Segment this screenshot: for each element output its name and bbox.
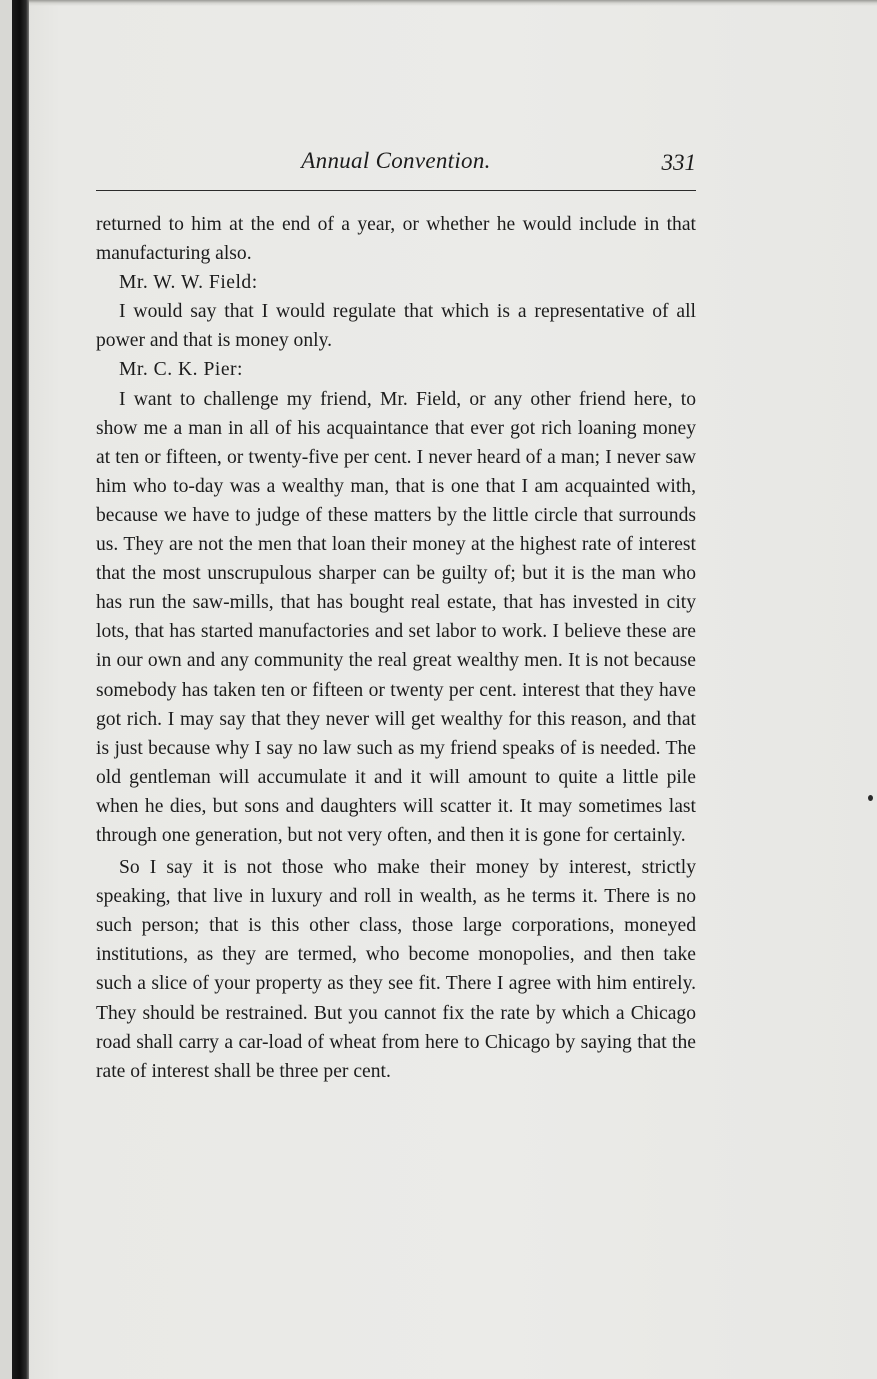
speaker-label-field: Mr. W. W. Field: [119,272,258,294]
page-number: 331 [661,150,696,175]
top-edge-shadow [29,0,877,6]
page-outer-edge [0,0,12,1379]
speaker-label-pier: Mr. C. K. Pier: [119,359,243,381]
paragraph-continued: returned to him at the end of a year, or whether he would include in that manufacturing also. [96,214,696,265]
body-text [96,210,696,1086]
paragraph-pier-conclusion: So I say it is not those who make their money by interest, strictly speaking, that live in luxury and roll in wealth, as he terms it. There is no such person; that is this other class, those large corporations, moneyed institutions, as they are termed, who become monopolies, and then take such a slice of your property as they see fit. There I agree with him entirely. They should be restrained. But you cannot fix the rate by which a Chicago road shall carry a car-load of wheat from here to Chicago by saying that the rate of interest shall be three per cent. [96,857,696,1082]
book-binding-shadow [12,0,29,1379]
header-rule [96,190,696,191]
running-title: Annual Convention. [301,148,491,173]
paragraph-pier-challenge: I want to challenge my friend, Mr. Field, or any other friend here, to show me a man in all of his acquaintance that ever got rich loaning money at ten or fifteen, or twenty-five per cent. I never heard of a man; I never saw him who to-day was a wealthy man, that is one that I am acquainted with, because we have to judge of these matters by the little circle that surrounds us. They are not the men that loan their money at the highest rate of interest that the most unscrupulous sharper can be guilty of; but it is the man who has run the saw-mills, that has bought real estate, that has invested in city lots, that has started manufactories and set labor to work. I believe these are in our own and any community the real great wealthy men. It is not because somebody has taken ten or fifteen or twenty per cent. interest that they have got rich. I may say that they never will get wealthy for this reason, and that is just because why I say no law such as my friend speaks of is needed. The old gentleman will accumulate it and it will amount to quite a little pile when he dies, but sons and daughters will scatter it. It may sometimes last through one generation, but not very often, and then it is gone for certainly. [96,388,696,846]
ink-speck [868,795,873,801]
running-head [96,148,696,178]
paragraph-field-remark: I would say that I would regulate that which is a representative of all power and that is money only. [96,301,696,352]
